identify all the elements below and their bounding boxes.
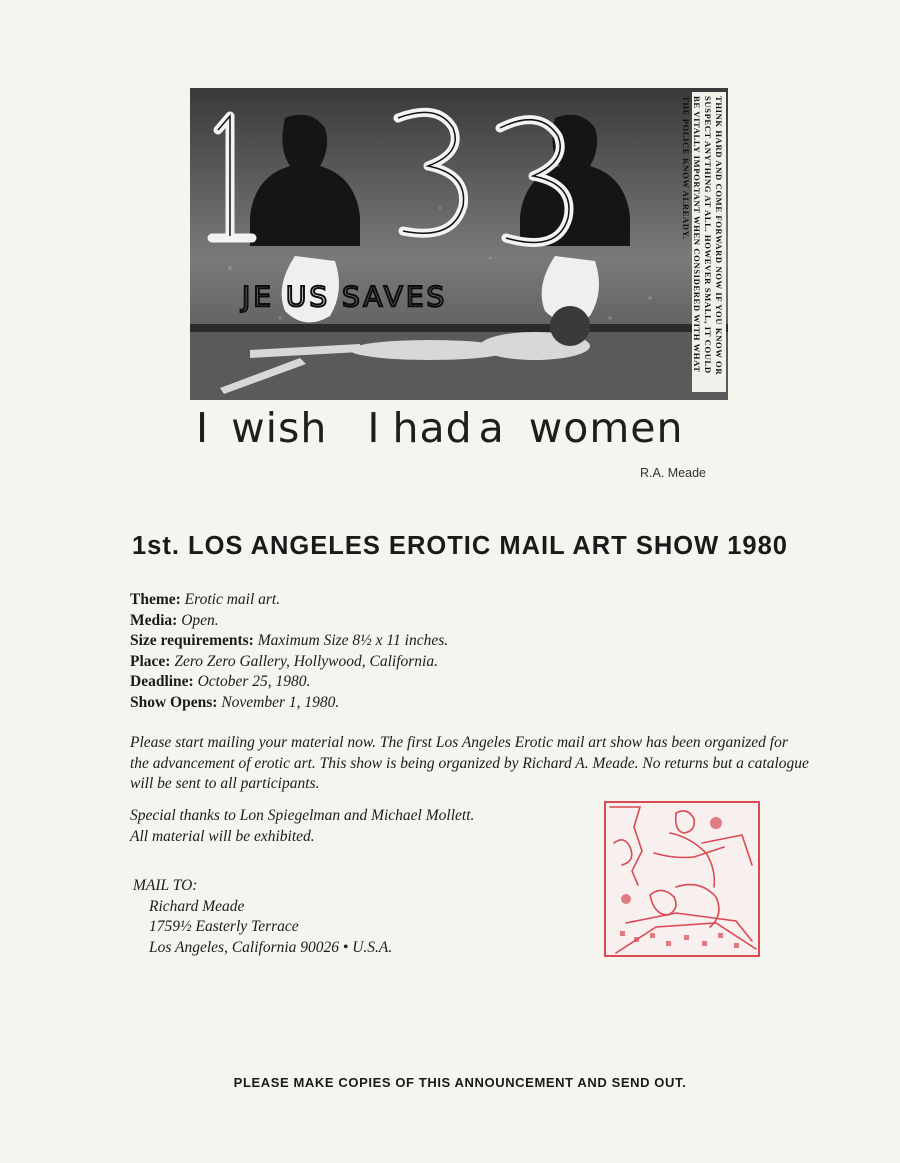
caption-word: wish (231, 404, 328, 452)
collage-photo (190, 88, 728, 400)
mail-to-label: MAIL TO: (133, 877, 198, 894)
caption-word: I (196, 404, 210, 452)
address-line: 1759½ Easterly Terrace (149, 918, 299, 936)
footer-note: PLEASE MAKE COPIES OF THIS ANNOUNCEMENT AND SEND OUT. (233, 1075, 687, 1090)
detail-theme: Theme: Erotic mail art. (130, 591, 281, 608)
wish-caption (196, 404, 684, 452)
graffiti-text: JE US SAVES (242, 280, 448, 313)
detail-show-opens: Show Opens: November 1, 1980. (130, 693, 340, 711)
show-details (130, 590, 810, 714)
thanks-line: Special thanks to Lon Spiegelman and Michael Mollett. (130, 807, 475, 824)
caption-word: I (367, 404, 381, 452)
detail-place: Place: Zero Zero Gallery, Hollywood, California. (130, 652, 438, 670)
side-caption-text: THINK HARD AND COME FORWARD NOW IF YOU KNOW OR SUSPECT ANYTHING AT ALL. HOWEVER SMALL, IT COULD BE VITALLY IMPORTANT WHEN CONSIDERED WITH WHAT THE POLICE KNOW ALREADY. (692, 92, 726, 392)
address-line: Los Angeles, California 90026 • U.S.A. (149, 938, 393, 956)
print-art (606, 803, 758, 955)
detail-media: Media: Open. (130, 611, 219, 629)
page-title: 1st. LOS ANGELES EROTIC MAIL ART SHOW 1980 (132, 532, 788, 560)
caption-word: women (528, 404, 684, 452)
detail-size: Size requirements: Maximum Size 8½ x 11 inches. (130, 632, 449, 650)
thanks-text (130, 806, 600, 847)
detail-deadline: Deadline: October 25, 1980. (130, 673, 311, 691)
artist-credit: R.A. Meade (640, 466, 707, 480)
thanks-line: All material will be exhibited. (130, 827, 315, 845)
red-print-illustration (604, 801, 760, 957)
caption-word: had (392, 404, 473, 452)
collage-art (190, 88, 728, 400)
mail-to-block (133, 876, 553, 958)
description-paragraph: Please start mailing your material now. The first Los Angeles Erotic mail art show has been organized for the advancement of erotic art. This show is being organized by Richard A. Meade. No returns but a catalogue will be sent to all participants. (130, 734, 809, 793)
caption-word: a (478, 404, 505, 452)
address-line: Richard Meade (149, 897, 245, 915)
